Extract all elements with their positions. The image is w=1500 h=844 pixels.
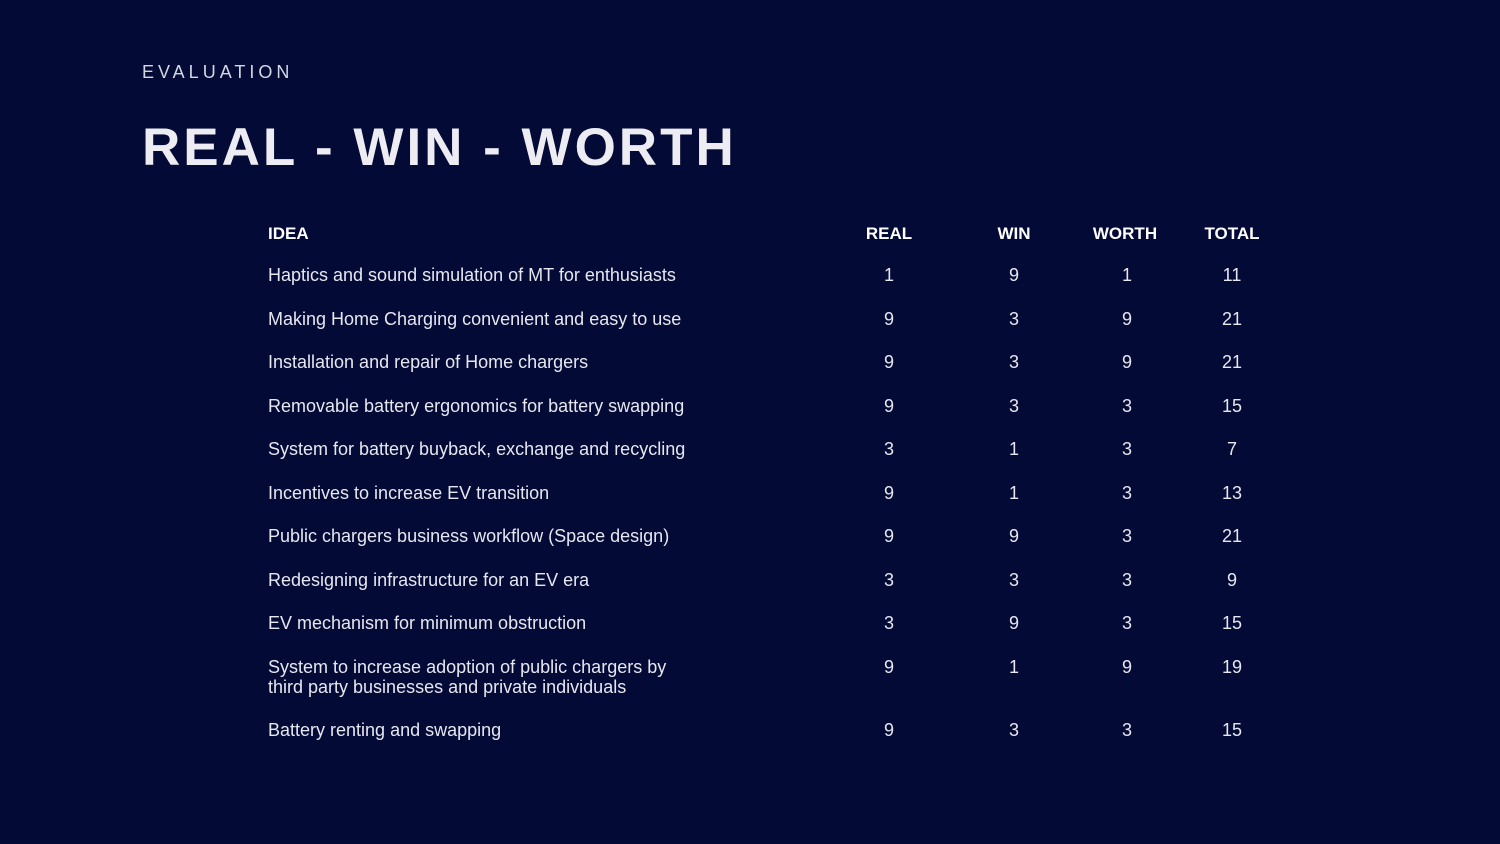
- table-row: [268, 306, 1288, 350]
- worth-cell: 3: [1121, 613, 1132, 633]
- table-row: [268, 654, 1288, 718]
- header-worth: WORTH: [1092, 224, 1158, 243]
- real-cell: 9: [883, 482, 894, 503]
- idea-cell: System for battery buyback, exchange and recycling: [268, 439, 686, 459]
- worth-cell: 1: [1121, 265, 1132, 285]
- worth-cell: 3: [1121, 720, 1132, 740]
- win-cell: 3: [1008, 308, 1019, 329]
- win-cell: 1: [1008, 656, 1019, 677]
- win-cell: 1: [1008, 482, 1019, 503]
- worth-cell: 9: [1121, 352, 1132, 372]
- win-cell: 3: [1008, 569, 1019, 590]
- total-cell: 9: [1226, 569, 1237, 590]
- win-cell: 9: [1008, 526, 1019, 546]
- idea-cell: Removable battery ergonomics for battery swapping: [268, 395, 685, 416]
- real-cell: 9: [883, 395, 894, 416]
- table-row: [268, 349, 1288, 393]
- header-total: TOTAL: [1204, 224, 1260, 243]
- real-cell: 3: [883, 613, 894, 633]
- worth-cell: 3: [1121, 395, 1132, 416]
- table-row: [268, 523, 1288, 567]
- table-row: [268, 567, 1288, 611]
- table-row: [268, 610, 1288, 654]
- worth-cell: 3: [1121, 439, 1132, 459]
- win-cell: 9: [1008, 613, 1019, 633]
- real-cell: 3: [883, 569, 894, 590]
- worth-cell: 9: [1121, 656, 1132, 677]
- worth-cell: 3: [1121, 482, 1132, 503]
- evaluation-table: [268, 220, 1288, 761]
- table-row: [268, 480, 1288, 524]
- slide-title: REAL - WIN - WORTH: [142, 118, 737, 177]
- table-row: [268, 717, 1288, 761]
- idea-cell: EV mechanism for minimum obstruction: [268, 613, 587, 633]
- real-cell: 9: [883, 656, 894, 677]
- idea-cell: Haptics and sound simulation of MT for enthusiasts: [268, 265, 676, 285]
- idea-cell: Making Home Charging convenient and easy to use: [268, 308, 682, 329]
- total-cell: 19: [1221, 656, 1243, 677]
- idea-cell: Installation and repair of Home chargers: [268, 352, 589, 372]
- total-cell: 15: [1221, 720, 1243, 740]
- real-cell: 9: [883, 352, 894, 372]
- header-real: REAL: [865, 224, 913, 243]
- win-cell: 3: [1008, 720, 1019, 740]
- real-cell: 1: [883, 265, 894, 285]
- total-cell: 15: [1221, 395, 1243, 416]
- real-cell: 9: [883, 526, 894, 546]
- table-row: [268, 393, 1288, 437]
- table-header-row: [268, 220, 1288, 262]
- real-cell: 9: [883, 720, 894, 740]
- header-idea: IDEA: [268, 224, 309, 243]
- total-cell: 21: [1221, 308, 1243, 329]
- total-cell: 7: [1226, 439, 1237, 459]
- win-cell: 1: [1008, 439, 1019, 459]
- worth-cell: 3: [1121, 526, 1132, 546]
- table-row: [268, 262, 1288, 306]
- total-cell: 11: [1222, 265, 1242, 285]
- total-cell: 13: [1221, 482, 1243, 503]
- idea-cell: Redesigning infrastructure for an EV era: [268, 569, 590, 590]
- idea-cell: System to increase adoption of public chargers by third party businesses and private individuals: [268, 656, 667, 697]
- worth-cell: 3: [1121, 569, 1132, 590]
- win-cell: 9: [1008, 265, 1019, 285]
- real-cell: 9: [883, 308, 894, 329]
- worth-cell: 9: [1121, 308, 1132, 329]
- total-cell: 21: [1221, 352, 1243, 372]
- eyebrow-label: EVALUATION: [142, 62, 294, 82]
- real-cell: 3: [883, 439, 894, 459]
- win-cell: 3: [1008, 352, 1019, 372]
- idea-cell: Incentives to increase EV transition: [268, 482, 550, 503]
- idea-cell: Battery renting and swapping: [268, 720, 502, 740]
- win-cell: 3: [1008, 395, 1019, 416]
- table-row: [268, 436, 1288, 480]
- header-win: WIN: [997, 224, 1031, 243]
- idea-cell: Public chargers business workflow (Space design): [268, 526, 670, 546]
- total-cell: 15: [1221, 613, 1243, 633]
- total-cell: 21: [1221, 526, 1243, 546]
